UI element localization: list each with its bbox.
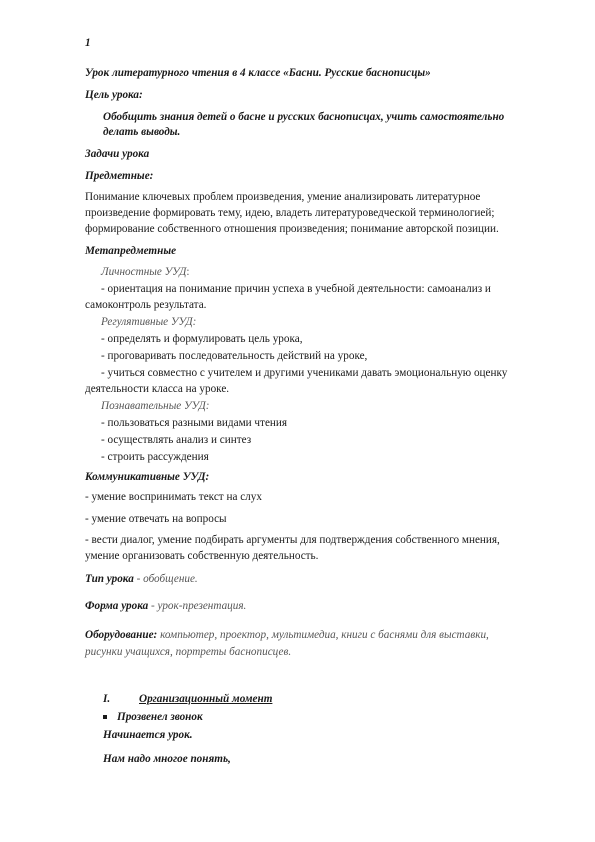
- communicative-heading: Коммуникативные УУД:: [85, 471, 210, 483]
- cognitive-heading: Познавательные УУД:: [101, 400, 210, 412]
- meta-heading: Метапредметные: [85, 245, 177, 257]
- poem-line: Нам надо многое понять,: [103, 753, 231, 765]
- communicative-item-2: - умение отвечать на вопросы: [85, 513, 227, 525]
- goal-text-line-1: Обобщить знания детей о басне и русских баснописцах, учить самостоятельно: [103, 111, 505, 123]
- personal-heading: [101, 265, 189, 279]
- equipment-value-line-1: компьютер, проектор, мультимедиа, книги с баснями для выставки,: [157, 629, 489, 641]
- communicative-item-1: - умение воспринимать текст на слух: [85, 491, 262, 503]
- lesson-type-label: Тип урока: [85, 573, 134, 585]
- cognitive-item-3: - строить рассуждения: [101, 451, 209, 463]
- cognitive-item-2: - осуществлять анализ и синтез: [101, 434, 252, 446]
- lesson-form-label: Форма урока: [85, 600, 149, 612]
- subject-text-line-2: произведение формировать тему, идею, владеть литературоведческой терминологией;: [85, 207, 495, 219]
- regulative-heading: Регулятивные УУД:: [101, 316, 197, 328]
- goal-heading: Цель урока:: [85, 89, 143, 101]
- lesson-start-line: Начинается урок.: [103, 729, 193, 741]
- equipment-value-line-2: рисунки учащихся, портреты баснописцев.: [85, 646, 292, 658]
- communicative-item-3: - вести диалог, умение подбирать аргументы для подтверждения собственного мнения,: [85, 534, 500, 546]
- regulative-item-2: - проговаривать последовательность действий на уроке,: [101, 350, 368, 362]
- lesson-title: Урок литературного чтения в 4 классе «Басни. Русские баснописцы»: [85, 67, 431, 79]
- subject-text-line-1: Понимание ключевых проблем произведения, умение анализировать литературное: [85, 191, 481, 203]
- personal-item-1-cont: самоконтроль результата.: [85, 299, 207, 311]
- goal-text-line-2: делать выводы.: [103, 126, 181, 138]
- lesson-form: [85, 599, 246, 613]
- page-number: 1: [85, 37, 91, 49]
- communicative-item-3-cont: умение организовать собственную деятельность.: [85, 550, 319, 562]
- bell-text: Прозвенел звонок: [117, 711, 203, 723]
- personal-item-1: - ориентация на понимание причин успеха в учебной деятельности: самоанализ и: [101, 283, 491, 295]
- cognitive-item-1: - пользоваться разными видами чтения: [101, 417, 288, 429]
- lesson-type-value: - обобщение.: [133, 573, 198, 585]
- subject-heading: Предметные:: [85, 170, 154, 182]
- equipment: [85, 628, 489, 642]
- section-title: Организационный момент: [139, 693, 273, 705]
- bell-line: [103, 710, 203, 724]
- personal-heading-colon: :: [186, 266, 190, 278]
- bullet-icon: [103, 715, 107, 719]
- regulative-item-1: - определять и формулировать цель урока,: [101, 333, 303, 345]
- subject-text-line-3: формирование собственного отношения произведения; понимание авторской позиции.: [85, 223, 499, 235]
- tasks-heading: Задачи урока: [85, 148, 150, 160]
- equipment-label: Оборудование:: [85, 629, 158, 641]
- personal-heading-label: Личностные УУД: [101, 266, 187, 278]
- lesson-type: [85, 572, 198, 586]
- section-number: I.: [103, 693, 111, 705]
- regulative-item-3: - учиться совместно с учителем и другими учениками давать эмоциональную оценку: [101, 367, 508, 379]
- regulative-item-3-cont: деятельности класса на уроке.: [85, 383, 230, 395]
- lesson-form-value: - урок-презентация.: [148, 600, 247, 612]
